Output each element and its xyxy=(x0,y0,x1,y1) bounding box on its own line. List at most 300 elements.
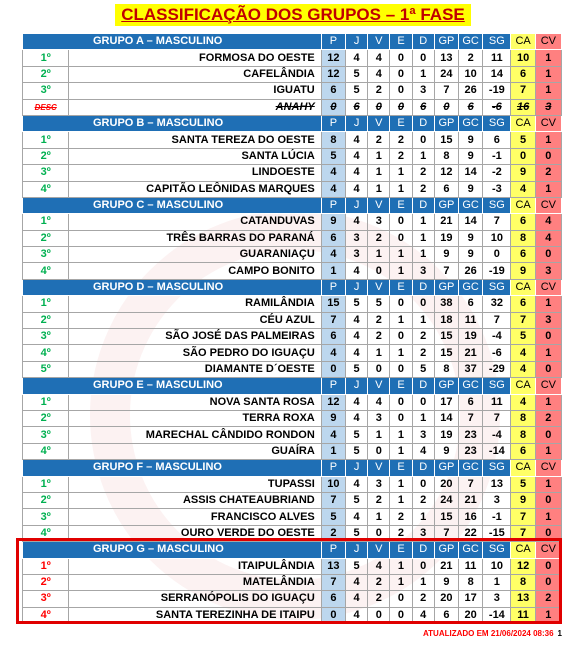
stat-cell-v: 2 xyxy=(368,132,390,148)
position-cell: 4º xyxy=(23,345,69,361)
stat-cell-p: 15 xyxy=(321,296,345,312)
stat-cell-cv: 1 xyxy=(535,132,561,148)
stat-cell-d: 2 xyxy=(412,181,434,197)
position-cell: 4º xyxy=(23,607,69,623)
stat-cell-cv: 2 xyxy=(535,591,561,607)
stat-cell-j: 4 xyxy=(345,165,367,181)
table-row xyxy=(23,148,562,164)
stat-cell-p: 0 xyxy=(321,99,345,115)
stat-cell-gp: 19 xyxy=(434,427,458,443)
page-title: CLASSIFICAÇÃO DOS GRUPOS – 1ª FASE xyxy=(115,4,471,26)
position-cell: 3º xyxy=(23,509,69,525)
team-name-cell: CAPITÃO LEÔNIDAS MARQUES xyxy=(69,181,321,197)
column-header-v: V xyxy=(368,115,390,131)
position-cell: 4º xyxy=(23,443,69,459)
stat-cell-gc: 22 xyxy=(459,525,483,541)
stat-cell-sg: -4 xyxy=(483,427,511,443)
stat-cell-j: 4 xyxy=(345,329,367,345)
stat-cell-cv: 0 xyxy=(535,361,561,377)
position-cell: 1º xyxy=(23,132,69,148)
stat-cell-cv: 3 xyxy=(535,312,561,328)
table-row xyxy=(23,230,562,246)
stat-cell-gc: 9 xyxy=(459,132,483,148)
stat-cell-e: 1 xyxy=(390,247,412,263)
position-cell: DESC xyxy=(23,99,69,115)
column-header-p: P xyxy=(321,279,345,295)
stat-cell-j: 4 xyxy=(345,410,367,426)
stat-cell-cv: 1 xyxy=(535,607,561,623)
column-header-p: P xyxy=(321,460,345,476)
stat-cell-j: 5 xyxy=(345,66,367,82)
column-header-gc: GC xyxy=(459,378,483,394)
column-header-e: E xyxy=(390,279,412,295)
column-header-p: P xyxy=(321,378,345,394)
column-header-cv: CV xyxy=(535,115,561,131)
stat-cell-gp: 12 xyxy=(434,165,458,181)
group-name: GRUPO E – MASCULINO xyxy=(23,378,322,394)
stat-cell-gp: 24 xyxy=(434,66,458,82)
stat-cell-gc: 11 xyxy=(459,312,483,328)
stat-cell-d: 1 xyxy=(412,574,434,590)
table-row xyxy=(23,476,562,492)
stat-cell-p: 9 xyxy=(321,410,345,426)
position-cell: 3º xyxy=(23,247,69,263)
stat-cell-sg: -2 xyxy=(483,165,511,181)
stat-cell-e: 1 xyxy=(390,443,412,459)
column-header-j: J xyxy=(345,197,367,213)
stat-cell-v: 2 xyxy=(368,591,390,607)
stat-cell-j: 5 xyxy=(345,361,367,377)
stat-cell-e: 0 xyxy=(390,230,412,246)
team-name-cell: SERRANÓPOLIS DO IGUAÇU xyxy=(69,591,321,607)
stat-cell-gc: 9 xyxy=(459,230,483,246)
stat-cell-ca: 16 xyxy=(511,99,535,115)
stat-cell-v: 1 xyxy=(368,247,390,263)
stat-cell-ca: 12 xyxy=(511,558,535,574)
stat-cell-sg: 0 xyxy=(483,247,511,263)
team-name-cell: DIAMANTE D´OESTE xyxy=(69,361,321,377)
team-name-cell: MARECHAL CÂNDIDO RONDON xyxy=(69,427,321,443)
table-row xyxy=(23,574,562,590)
column-header-e: E xyxy=(390,460,412,476)
group-name: GRUPO D – MASCULINO xyxy=(23,279,322,295)
table-row xyxy=(23,181,562,197)
stat-cell-ca: 6 xyxy=(511,296,535,312)
stat-cell-p: 4 xyxy=(321,427,345,443)
team-name-cell: TRÊS BARRAS DO PARANÁ xyxy=(69,230,321,246)
column-header-ca: CA xyxy=(511,34,535,50)
stat-cell-cv: 0 xyxy=(535,427,561,443)
table-row xyxy=(23,296,562,312)
stat-cell-gc: 8 xyxy=(459,574,483,590)
group-name: GRUPO G – MASCULINO xyxy=(23,542,322,558)
stat-cell-gp: 21 xyxy=(434,214,458,230)
stat-cell-sg: 7 xyxy=(483,214,511,230)
stat-cell-ca: 8 xyxy=(511,574,535,590)
stat-cell-gc: 23 xyxy=(459,443,483,459)
column-header-p: P xyxy=(321,34,345,50)
position-cell: 3º xyxy=(23,427,69,443)
column-header-j: J xyxy=(345,460,367,476)
stat-cell-d: 0 xyxy=(412,50,434,66)
stat-cell-e: 1 xyxy=(390,263,412,279)
column-header-j: J xyxy=(345,542,367,558)
position-cell: 3º xyxy=(23,329,69,345)
team-name-cell: FORMOSA DO OESTE xyxy=(69,50,321,66)
stat-cell-v: 2 xyxy=(368,230,390,246)
team-name-cell: SANTA TEREZA DO OESTE xyxy=(69,132,321,148)
stat-cell-d: 0 xyxy=(412,558,434,574)
stat-cell-e: 2 xyxy=(390,525,412,541)
stat-cell-j: 5 xyxy=(345,427,367,443)
table-row xyxy=(23,214,562,230)
table-row xyxy=(23,410,562,426)
stat-cell-gp: 15 xyxy=(434,329,458,345)
page-title-wrap xyxy=(0,4,586,28)
table-row xyxy=(23,329,562,345)
stat-cell-j: 4 xyxy=(345,574,367,590)
stat-cell-gp: 0 xyxy=(434,99,458,115)
stat-cell-v: 3 xyxy=(368,410,390,426)
stat-cell-e: 1 xyxy=(390,574,412,590)
stat-cell-v: 1 xyxy=(368,148,390,164)
stat-cell-ca: 8 xyxy=(511,427,535,443)
column-header-j: J xyxy=(345,115,367,131)
stat-cell-p: 8 xyxy=(321,132,345,148)
stat-cell-d: 6 xyxy=(412,99,434,115)
stat-cell-e: 0 xyxy=(390,50,412,66)
stat-cell-gp: 15 xyxy=(434,132,458,148)
stat-cell-ca: 4 xyxy=(511,361,535,377)
table-row xyxy=(23,361,562,377)
stat-cell-gc: 9 xyxy=(459,181,483,197)
stat-cell-ca: 5 xyxy=(511,132,535,148)
stat-cell-gc: 19 xyxy=(459,329,483,345)
team-name-cell: IGUATU xyxy=(69,83,321,99)
stat-cell-p: 9 xyxy=(321,214,345,230)
column-header-sg: SG xyxy=(483,460,511,476)
team-name-cell: SANTA LÚCIA xyxy=(69,148,321,164)
stat-cell-p: 12 xyxy=(321,66,345,82)
table-row xyxy=(23,83,562,99)
stat-cell-sg: 32 xyxy=(483,296,511,312)
table-row xyxy=(23,591,562,607)
stat-cell-cv: 0 xyxy=(535,525,561,541)
stat-cell-gp: 24 xyxy=(434,492,458,508)
column-header-v: V xyxy=(368,542,390,558)
column-header-ca: CA xyxy=(511,115,535,131)
stat-cell-d: 1 xyxy=(412,66,434,82)
stat-cell-ca: 7 xyxy=(511,312,535,328)
stat-cell-j: 4 xyxy=(345,476,367,492)
team-name-cell: NOVA SANTA ROSA xyxy=(69,394,321,410)
stat-cell-gp: 9 xyxy=(434,247,458,263)
stat-cell-d: 1 xyxy=(412,148,434,164)
stat-cell-gp: 21 xyxy=(434,558,458,574)
position-cell: 3º xyxy=(23,83,69,99)
team-name-cell: TUPASSI xyxy=(69,476,321,492)
stat-cell-j: 5 xyxy=(345,558,367,574)
stat-cell-j: 3 xyxy=(345,230,367,246)
stat-cell-p: 6 xyxy=(321,83,345,99)
group-header-row xyxy=(23,460,562,476)
stat-cell-d: 2 xyxy=(412,345,434,361)
stat-cell-p: 12 xyxy=(321,50,345,66)
stat-cell-gp: 17 xyxy=(434,394,458,410)
stat-cell-ca: 8 xyxy=(511,410,535,426)
stat-cell-cv: 1 xyxy=(535,476,561,492)
stat-cell-gp: 15 xyxy=(434,509,458,525)
column-header-cv: CV xyxy=(535,542,561,558)
stat-cell-e: 1 xyxy=(390,181,412,197)
position-cell: 2º xyxy=(23,492,69,508)
position-cell: 2º xyxy=(23,312,69,328)
stat-cell-j: 4 xyxy=(345,148,367,164)
team-name-cell: MATELÂNDIA xyxy=(69,574,321,590)
stat-cell-ca: 7 xyxy=(511,525,535,541)
stat-cell-gp: 13 xyxy=(434,50,458,66)
column-header-j: J xyxy=(345,34,367,50)
stat-cell-sg: 14 xyxy=(483,66,511,82)
stat-cell-j: 4 xyxy=(345,345,367,361)
stat-cell-gp: 6 xyxy=(434,607,458,623)
column-header-j: J xyxy=(345,378,367,394)
column-header-e: E xyxy=(390,197,412,213)
position-cell: 3º xyxy=(23,165,69,181)
group-header-row xyxy=(23,34,562,50)
column-header-ca: CA xyxy=(511,378,535,394)
stat-cell-e: 0 xyxy=(390,591,412,607)
stat-cell-d: 1 xyxy=(412,247,434,263)
stat-cell-j: 6 xyxy=(345,99,367,115)
stat-cell-ca: 8 xyxy=(511,230,535,246)
stat-cell-ca: 6 xyxy=(511,443,535,459)
stat-cell-ca: 4 xyxy=(511,345,535,361)
stat-cell-v: 2 xyxy=(368,83,390,99)
stat-cell-e: 1 xyxy=(390,165,412,181)
column-header-gp: GP xyxy=(434,460,458,476)
column-header-e: E xyxy=(390,378,412,394)
stat-cell-ca: 6 xyxy=(511,66,535,82)
stat-cell-e: 0 xyxy=(390,83,412,99)
stat-cell-gc: 10 xyxy=(459,66,483,82)
stat-cell-e: 0 xyxy=(390,66,412,82)
team-name-cell: SÃO JOSÉ DAS PALMEIRAS xyxy=(69,329,321,345)
position-cell: 1º xyxy=(23,50,69,66)
group-name: GRUPO C – MASCULINO xyxy=(23,197,322,213)
stat-cell-cv: 0 xyxy=(535,247,561,263)
stat-cell-p: 2 xyxy=(321,525,345,541)
column-header-sg: SG xyxy=(483,279,511,295)
column-header-p: P xyxy=(321,115,345,131)
stat-cell-gp: 8 xyxy=(434,148,458,164)
stat-cell-d: 1 xyxy=(412,214,434,230)
stat-cell-gp: 6 xyxy=(434,181,458,197)
column-header-gc: GC xyxy=(459,279,483,295)
position-cell: 4º xyxy=(23,181,69,197)
stat-cell-gc: 14 xyxy=(459,214,483,230)
stat-cell-gc: 9 xyxy=(459,148,483,164)
stat-cell-gc: 2 xyxy=(459,50,483,66)
stat-cell-d: 4 xyxy=(412,443,434,459)
table-row xyxy=(23,345,562,361)
column-header-d: D xyxy=(412,460,434,476)
stat-cell-sg: -6 xyxy=(483,345,511,361)
stat-cell-d: 0 xyxy=(412,132,434,148)
stat-cell-gc: 16 xyxy=(459,509,483,525)
stat-cell-gp: 20 xyxy=(434,476,458,492)
stat-cell-cv: 1 xyxy=(535,509,561,525)
stat-cell-p: 4 xyxy=(321,181,345,197)
stat-cell-p: 0 xyxy=(321,607,345,623)
column-header-cv: CV xyxy=(535,460,561,476)
stat-cell-v: 4 xyxy=(368,66,390,82)
position-cell: 1º xyxy=(23,214,69,230)
stat-cell-p: 12 xyxy=(321,394,345,410)
stat-cell-d: 3 xyxy=(412,427,434,443)
stat-cell-e: 0 xyxy=(390,394,412,410)
position-cell: 2º xyxy=(23,66,69,82)
stat-cell-ca: 6 xyxy=(511,214,535,230)
stat-cell-p: 6 xyxy=(321,329,345,345)
stat-cell-cv: 0 xyxy=(535,148,561,164)
stat-cell-cv: 1 xyxy=(535,345,561,361)
team-name-cell: CAFELÂNDIA xyxy=(69,66,321,82)
table-row xyxy=(23,247,562,263)
column-header-ca: CA xyxy=(511,460,535,476)
stat-cell-v: 4 xyxy=(368,50,390,66)
stat-cell-e: 2 xyxy=(390,148,412,164)
table-row xyxy=(23,525,562,541)
stat-cell-ca: 9 xyxy=(511,165,535,181)
stat-cell-e: 0 xyxy=(390,99,412,115)
team-name-cell: CÉU AZUL xyxy=(69,312,321,328)
stat-cell-d: 3 xyxy=(412,83,434,99)
column-header-v: V xyxy=(368,378,390,394)
stat-cell-cv: 3 xyxy=(535,263,561,279)
stat-cell-j: 4 xyxy=(345,312,367,328)
stat-cell-j: 4 xyxy=(345,132,367,148)
stat-cell-v: 1 xyxy=(368,181,390,197)
stat-cell-e: 0 xyxy=(390,214,412,230)
stat-cell-cv: 0 xyxy=(535,574,561,590)
stat-cell-e: 0 xyxy=(390,361,412,377)
position-cell: 2º xyxy=(23,410,69,426)
stat-cell-sg: -4 xyxy=(483,329,511,345)
stat-cell-sg: -19 xyxy=(483,83,511,99)
stat-cell-v: 1 xyxy=(368,345,390,361)
column-header-sg: SG xyxy=(483,378,511,394)
table-row xyxy=(23,509,562,525)
stat-cell-cv: 3 xyxy=(535,99,561,115)
stat-cell-ca: 5 xyxy=(511,329,535,345)
column-header-gc: GC xyxy=(459,34,483,50)
stat-cell-j: 5 xyxy=(345,525,367,541)
stat-cell-d: 0 xyxy=(412,394,434,410)
stat-cell-sg: 3 xyxy=(483,492,511,508)
stat-cell-d: 0 xyxy=(412,296,434,312)
stat-cell-d: 5 xyxy=(412,361,434,377)
stat-cell-e: 0 xyxy=(390,329,412,345)
page-number: 1 xyxy=(557,629,562,638)
stat-cell-v: 2 xyxy=(368,574,390,590)
stat-cell-ca: 7 xyxy=(511,509,535,525)
stat-cell-sg: 11 xyxy=(483,50,511,66)
table-row xyxy=(23,66,562,82)
stat-cell-j: 5 xyxy=(345,492,367,508)
team-name-cell: SANTA TEREZINHA DE ITAIPU xyxy=(69,607,321,623)
stat-cell-d: 3 xyxy=(412,525,434,541)
team-name-cell: LINDOESTE xyxy=(69,165,321,181)
column-header-j: J xyxy=(345,279,367,295)
stat-cell-sg: -15 xyxy=(483,525,511,541)
stat-cell-ca: 7 xyxy=(511,83,535,99)
stat-cell-e: 1 xyxy=(390,558,412,574)
stat-cell-v: 0 xyxy=(368,607,390,623)
column-header-gc: GC xyxy=(459,460,483,476)
stat-cell-gp: 8 xyxy=(434,361,458,377)
stat-cell-sg: 11 xyxy=(483,394,511,410)
stat-cell-gp: 18 xyxy=(434,312,458,328)
stat-cell-p: 13 xyxy=(321,558,345,574)
stat-cell-cv: 1 xyxy=(535,181,561,197)
team-name-cell: CAMPO BONITO xyxy=(69,263,321,279)
group-name: GRUPO A – MASCULINO xyxy=(23,34,322,50)
stat-cell-d: 4 xyxy=(412,607,434,623)
stat-cell-e: 1 xyxy=(390,345,412,361)
stat-cell-v: 0 xyxy=(368,99,390,115)
standings-table xyxy=(22,33,562,624)
column-header-cv: CV xyxy=(535,197,561,213)
stat-cell-ca: 4 xyxy=(511,394,535,410)
column-header-e: E xyxy=(390,34,412,50)
column-header-gp: GP xyxy=(434,115,458,131)
stat-cell-j: 5 xyxy=(345,296,367,312)
stat-cell-gc: 37 xyxy=(459,361,483,377)
column-header-v: V xyxy=(368,460,390,476)
stat-cell-e: 1 xyxy=(390,427,412,443)
stat-cell-v: 0 xyxy=(368,361,390,377)
stat-cell-ca: 11 xyxy=(511,607,535,623)
table-row xyxy=(23,607,562,623)
stat-cell-ca: 10 xyxy=(511,50,535,66)
stat-cell-gc: 11 xyxy=(459,558,483,574)
stat-cell-v: 0 xyxy=(368,263,390,279)
column-header-v: V xyxy=(368,197,390,213)
column-header-v: V xyxy=(368,34,390,50)
stat-cell-j: 4 xyxy=(345,607,367,623)
stat-cell-cv: 0 xyxy=(535,558,561,574)
stat-cell-gp: 7 xyxy=(434,263,458,279)
stat-cell-ca: 13 xyxy=(511,591,535,607)
team-name-cell: TERRA ROXA xyxy=(69,410,321,426)
column-header-sg: SG xyxy=(483,115,511,131)
column-header-gc: GC xyxy=(459,542,483,558)
stat-cell-gc: 7 xyxy=(459,476,483,492)
stat-cell-cv: 1 xyxy=(535,50,561,66)
column-header-sg: SG xyxy=(483,34,511,50)
stat-cell-sg: 3 xyxy=(483,591,511,607)
column-header-p: P xyxy=(321,542,345,558)
stat-cell-e: 1 xyxy=(390,312,412,328)
team-name-cell: CATANDUVAS xyxy=(69,214,321,230)
stat-cell-sg: 6 xyxy=(483,132,511,148)
column-header-gp: GP xyxy=(434,279,458,295)
team-name-cell: GUARANIAÇU xyxy=(69,247,321,263)
stat-cell-v: 1 xyxy=(368,165,390,181)
updated-timestamp: ATUALIZADO EM 21/06/2024 08:36 xyxy=(422,629,554,638)
stat-cell-v: 0 xyxy=(368,525,390,541)
